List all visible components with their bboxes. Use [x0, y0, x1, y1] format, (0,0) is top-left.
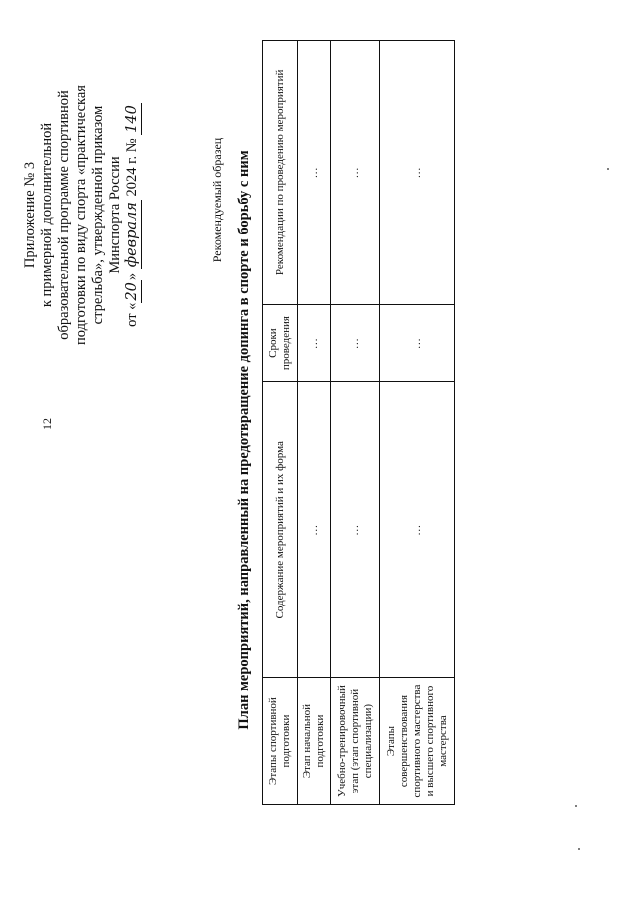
table-cell: …: [298, 382, 331, 678]
table-cell: …: [380, 382, 455, 678]
handwritten-month: февраля: [124, 202, 140, 268]
plan-title: План мероприятий, направленный на предотвращение допинга в спорте и борьбу с ним: [236, 150, 252, 730]
table-cell: …: [298, 304, 331, 382]
header-terms: Сроки проведения: [263, 304, 298, 382]
appendix-line: Минспорта России: [107, 156, 123, 274]
table-cell-stage: Этапы совершенствования спортивного мастерства и высшего спортивного мастерства: [380, 678, 455, 805]
handwritten-day: 20: [124, 282, 140, 301]
appendix-line: стрельба», утвержденной приказом: [90, 105, 106, 325]
measures-table: [262, 40, 455, 805]
header-stage: Этапы спортивной подготовки: [263, 678, 298, 805]
page-number: 12: [40, 418, 54, 430]
table-cell: …: [331, 41, 380, 305]
table-cell: …: [380, 41, 455, 305]
table-cell-stage: Этап начальной подготовки: [298, 678, 331, 805]
table-cell: …: [331, 382, 380, 678]
header-recommendations: Рекомендации по проведению мероприятий: [263, 41, 298, 305]
scan-speck: [607, 168, 609, 170]
table-header-row: [263, 41, 298, 805]
appendix-header: [22, 70, 142, 360]
sample-note: Рекомендуемый образец: [210, 137, 224, 263]
scan-speck: [575, 805, 577, 807]
table-cell: …: [380, 304, 455, 382]
scan-speck: [578, 848, 580, 850]
appendix-line: к примерной дополнительной: [39, 122, 55, 308]
table-cell: …: [298, 41, 331, 305]
header-content: Содержание мероприятий и их форма: [263, 382, 298, 678]
table-row: [298, 41, 331, 805]
appendix-date-line: от «20» февраля 2024 г. № 140: [124, 105, 140, 327]
table-cell-stage: Учебно-тренировочный этап (этап спортивной специализации): [331, 678, 380, 805]
appendix-line: образовательной программе спортивной: [56, 90, 72, 340]
table-row: [380, 41, 455, 805]
table-cell: …: [331, 304, 380, 382]
table-row: [331, 41, 380, 805]
handwritten-order-number: 140: [124, 105, 140, 133]
appendix-line: Приложение № 3: [22, 161, 38, 269]
appendix-line: подготовки по виду спорта «практическая: [73, 85, 89, 345]
